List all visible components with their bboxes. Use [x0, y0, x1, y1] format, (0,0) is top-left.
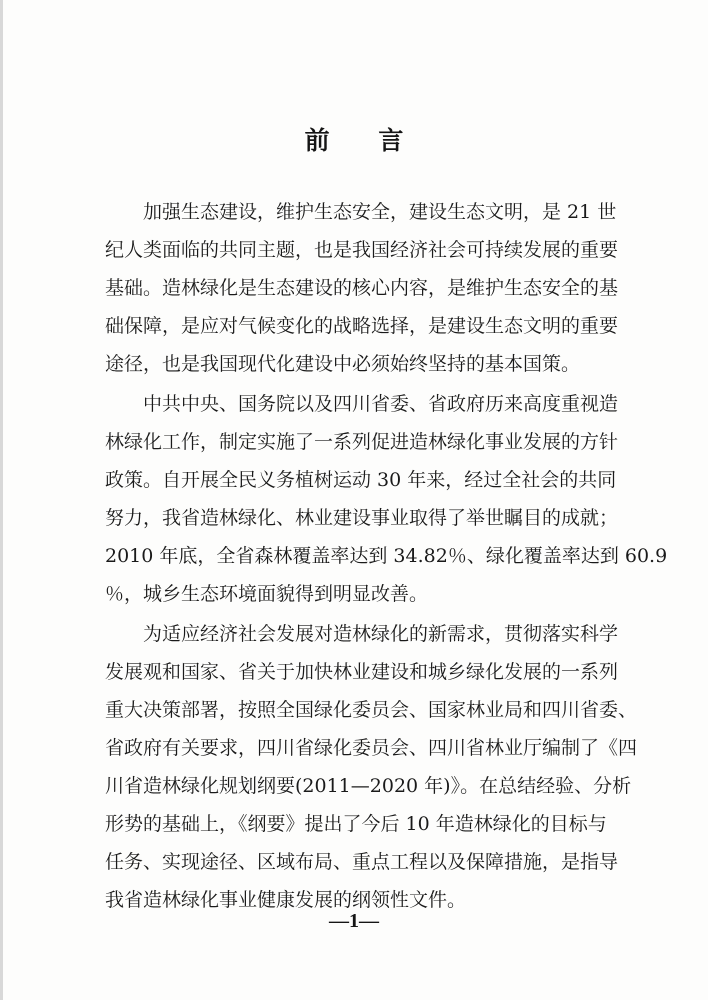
- paragraph-line: 川省造林绿化规划纲要(2011—2020 年)》。在总结经验、分析: [105, 775, 632, 797]
- paragraph-line: 纪人类面临的共同主题，也是我国经济社会可持续发展的重要: [105, 239, 619, 261]
- paragraph-line: ％，城乡生态环境面貌得到明显改善。: [105, 583, 429, 605]
- page-number: —1—: [329, 910, 379, 932]
- paragraph-line: 重大决策部署，按照全国绿化委员会、国家林业局和四川省委、: [105, 699, 638, 721]
- paragraph-line: 2010 年底，全省森林覆盖率达到 34.82％、绿化覆盖率达到 60.9: [105, 545, 668, 567]
- paragraph-line: 加强生态建设，维护生态安全，建设生态文明，是 21 世: [143, 201, 617, 223]
- paragraph-line: 发展观和国家、省关于加快林业建设和城乡绿化发展的一系列: [105, 661, 619, 683]
- paragraph-line: 础保障，是应对气候变化的战略选择，是建设生态文明的重要: [105, 315, 619, 337]
- paragraph-line: 为适应经济社会发展对造林绿化的新需求，贯彻落实科学: [143, 623, 619, 645]
- paragraph-line: 政策。自开展全民义务植树运动 30 年来，经过全社会的共同: [105, 469, 617, 491]
- paragraph-line: 任务、实现途径、区域布局、重点工程以及保障措施，是指导: [105, 851, 619, 873]
- paragraph-line: 努力，我省造林绿化、林业建设事业取得了举世瞩目的成就；: [105, 507, 619, 529]
- paragraph-line: 形势的基础上，《纲要》提出了今后 10 年造林绿化的目标与: [105, 813, 607, 835]
- paragraph-line: 省政府有关要求，四川省绿化委员会、四川省林业厅编制了《四: [105, 737, 638, 759]
- paragraph-line: 林绿化工作，制定实施了一系列促进造林绿化事业发展的方针: [105, 431, 619, 453]
- paragraph-line: 基础。造林绿化是生态建设的核心内容，是维护生态安全的基: [105, 277, 619, 299]
- paragraph-line: 途径，也是我国现代化建设中必须始终坚持的基本国策。: [105, 353, 581, 375]
- page-title: 前 言: [304, 126, 424, 155]
- paragraph-line: 我省造林绿化事业健康发展的纲领性文件。: [105, 889, 467, 911]
- paragraph-line: 中共中央、国务院以及四川省委、省政府历来高度重视造: [143, 393, 619, 415]
